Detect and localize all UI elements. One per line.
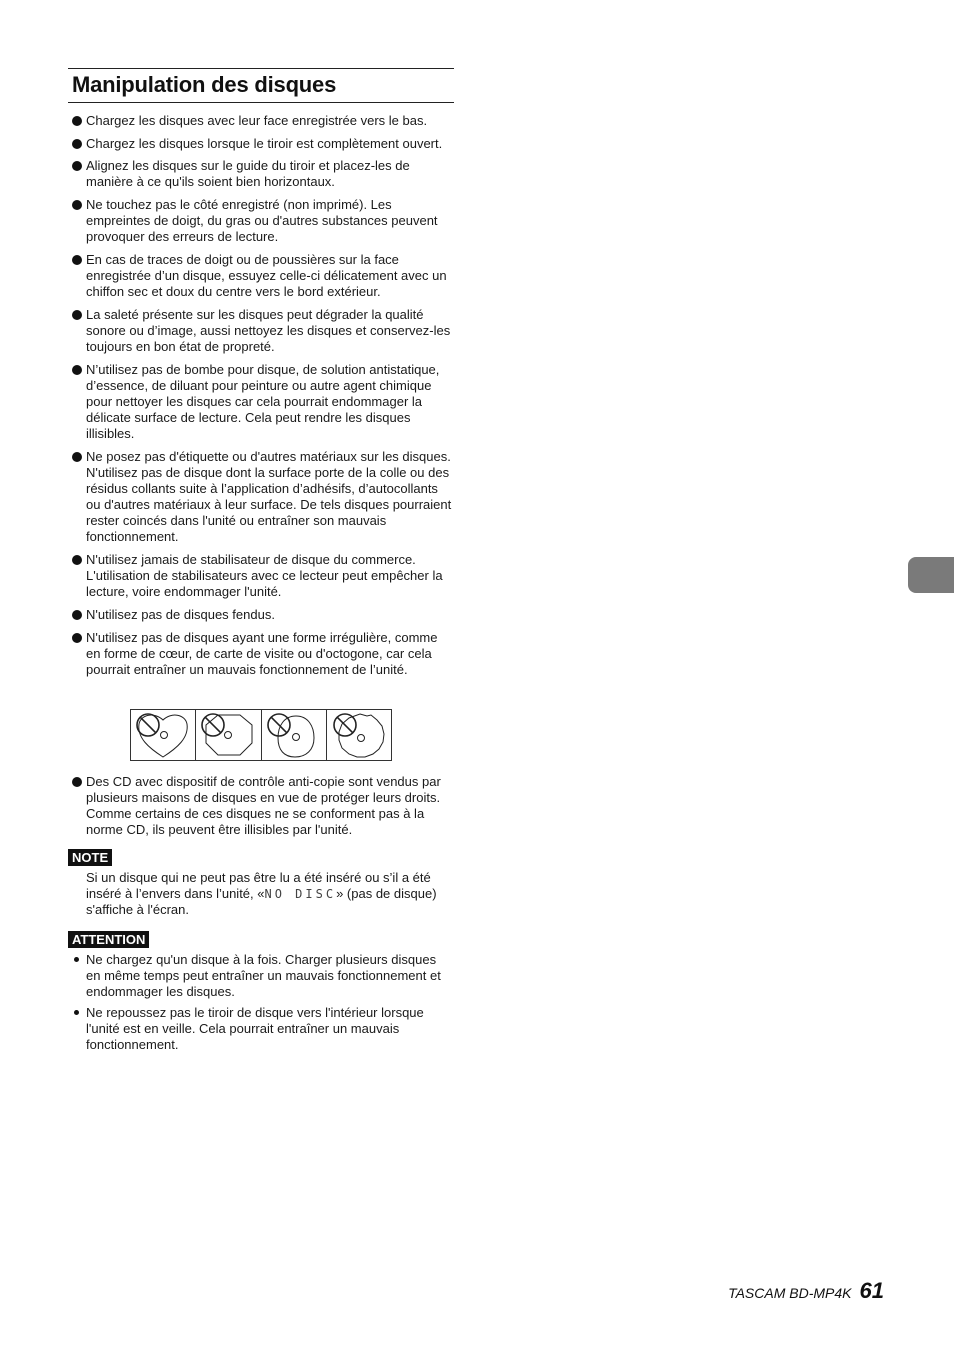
handling-bullet-list xyxy=(70,113,454,678)
bullet-icon xyxy=(72,365,82,375)
octagon-disc-cell xyxy=(196,710,261,760)
bullet-icon xyxy=(72,139,82,149)
chapter-side-tab xyxy=(908,557,954,593)
attention-list xyxy=(70,952,454,1053)
irregular-disc-figure xyxy=(130,709,392,761)
list-item: Ne chargez qu'un disque à la fois. Charger plusieurs disques en même temps peut entraîner un mauvais fonctionnement et endommager les disques. xyxy=(70,952,454,1000)
note-text: Si un disque qui ne peut pas être lu a été inséré ou s’il a été inséré à l’envers dans l’unité, «NO DISC» (pas de disque) s'affiche à l'écran. xyxy=(86,870,437,917)
small-bullet-icon xyxy=(74,957,79,962)
bullet-icon xyxy=(72,200,82,210)
bullet-icon xyxy=(72,777,82,787)
note-label: NOTE xyxy=(68,849,112,866)
bullet-icon xyxy=(72,255,82,265)
list-item: Ne posez pas d'étiquette ou d'autres matériaux sur les disques. N'utilisez pas de disque dont la surface porte de la colle ou des résidus collants suite à l’application d’adhésifs, d’autocollants ou d'autres matériaux à leur surface. De tels disques pourraient rester coincés dans l'unité ou entraîner son mauvais fonctionnement. xyxy=(70,449,454,545)
list-item: Alignez les disques sur le guide du tiroir et placez-les de manière à ce qu'ils soient bien horizontaux. xyxy=(70,158,454,190)
list-item: Chargez les disques avec leur face enregistrée vers le bas. xyxy=(70,113,454,129)
list-item: Des CD avec dispositif de contrôle anti-copie sont vendus par plusieurs maisons de disques en vue de protéger leurs droits. Comme certains de ces disques ne se conforment pas à la norme CD, ils peuvent être illisibles par l'unité. xyxy=(70,774,454,838)
list-item: Ne repoussez pas le tiroir de disque vers l'intérieur lorsque l'unité est en veille. Cela pourrait entraîner un mauvais fonctionnement. xyxy=(70,1005,454,1053)
copy-protection-bullet xyxy=(70,774,454,838)
oval-shaped-disc-icon xyxy=(262,710,327,760)
octagon-shaped-disc-icon xyxy=(196,710,261,760)
page-title: Manipulation des disques xyxy=(72,72,337,97)
list-item: En cas de traces de doigt ou de poussières sur la face enregistrée d’un disque, essuyez celle-ci délicatement avec un chiffon sec et doux du centre vers le bord extérieur. xyxy=(70,252,454,300)
page-number: 61 xyxy=(859,1278,884,1303)
list-item: N'utilisez pas de disques fendus. xyxy=(70,607,454,623)
list-item: Ne touchez pas le côté enregistré (non imprimé). Les empreintes de doigt, du gras ou d'autres substances peuvent provoquer des erreurs de lecture. xyxy=(70,197,454,245)
lcd-display-text: NO DISC xyxy=(264,887,337,901)
cracked-disc-icon xyxy=(327,710,392,760)
footer-brand: TASCAM BD-MP4K xyxy=(728,1285,852,1301)
bullet-icon xyxy=(72,452,82,462)
bullet-icon xyxy=(72,633,82,643)
bullet-icon xyxy=(72,555,82,565)
bullet-icon xyxy=(72,116,82,126)
small-bullet-icon xyxy=(74,1010,79,1015)
list-item: Chargez les disques lorsque le tiroir est complètement ouvert. xyxy=(70,136,454,152)
heart-disc-cell xyxy=(131,710,196,760)
list-item: N'utilisez jamais de stabilisateur de disque du commerce. L'utilisation de stabilisateurs avec ce lecteur peut empêcher la lecture, voire endommager l'unité. xyxy=(70,552,454,600)
section-heading xyxy=(68,68,454,103)
bullet-icon xyxy=(72,610,82,620)
oval-disc-cell xyxy=(262,710,327,760)
list-item: La saleté présente sur les disques peut dégrader la qualité sonore ou d’image, aussi nettoyez les disques et conservez-les toujours en bon état de propreté. xyxy=(70,307,454,355)
bullet-icon xyxy=(72,310,82,320)
list-item: N'utilisez pas de disques ayant une forme irrégulière, comme en forme de cœur, de carte de visite ou d'octogone, car cela pourrait entraîner un mauvais fonctionnement de l’unité. xyxy=(70,630,454,678)
attention-label: ATTENTION xyxy=(68,931,149,948)
page-footer xyxy=(728,1278,884,1304)
list-item: N’utilisez pas de bombe pour disque, de solution antistatique, d’essence, de diluant pour peinture ou autre agent chimique pour nettoyer les disques car cela pourrait endommager la délicate surface de lecture. Cela peut rendre les disques illisibles. xyxy=(70,362,454,442)
cracked-disc-cell xyxy=(327,710,391,760)
heart-shaped-disc-icon xyxy=(131,710,196,760)
bullet-icon xyxy=(72,161,82,171)
